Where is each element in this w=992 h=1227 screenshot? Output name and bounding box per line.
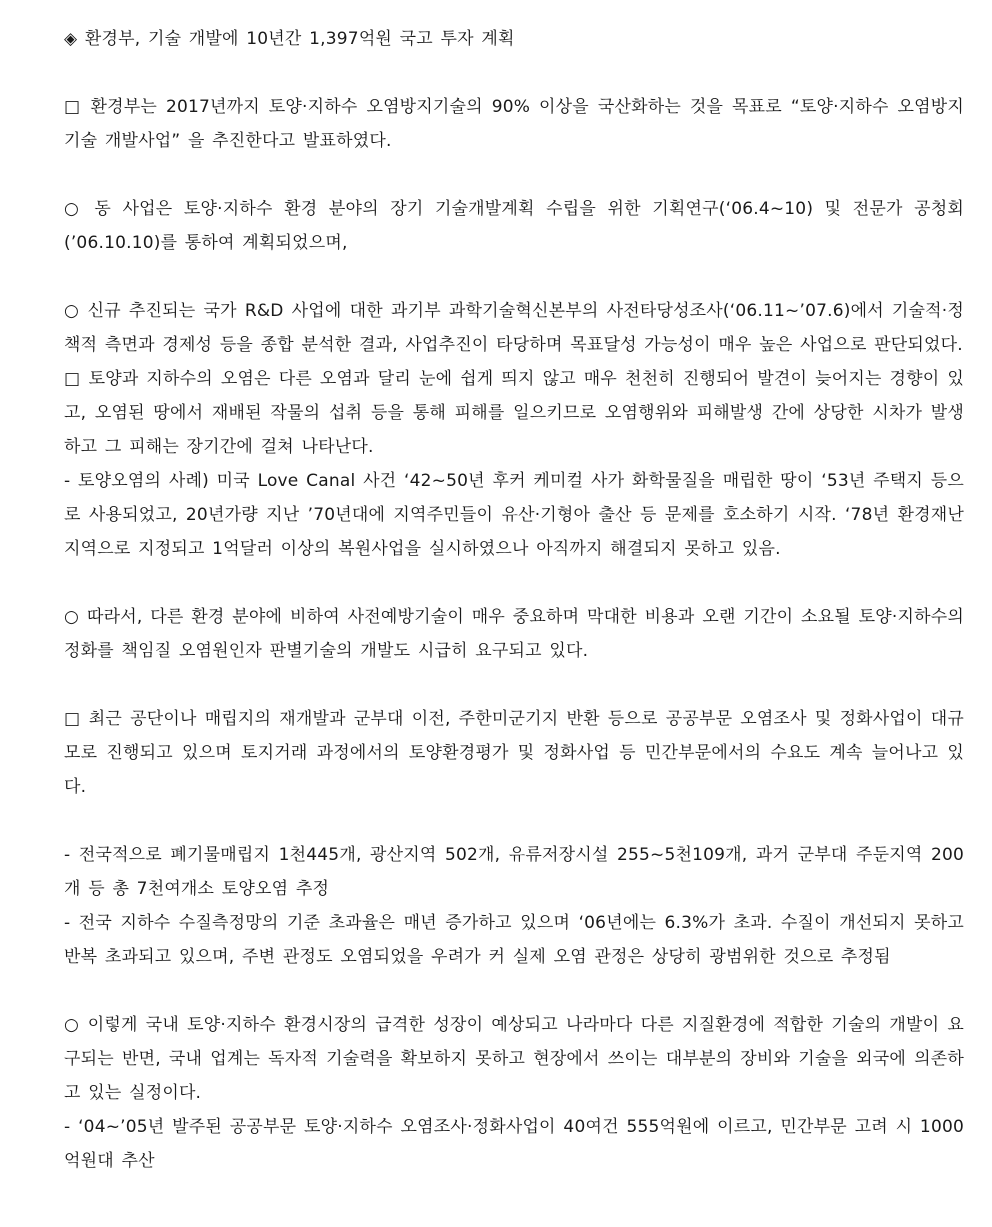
paragraph-prevention: ○ 따라서, 다른 환경 분야에 비하여 사전예방기술이 매우 중요하며 막대한 비용과 오랜 기간이 소요될 토양·지하수의 정화를 책임질 오염원인자 판별기술의 개발도 시급히 요구되고 있다. <box>64 607 964 661</box>
paragraph-contaminated-sites: - 전국적으로 폐기물매립지 1천445개, 광산지역 502개, 유류저장시설 255~5천109개, 과거 군부대 주둔지역 200개 등 총 7천여개소 토양오염 추정 <box>64 845 964 899</box>
document-title: ◈ 환경부, 기술 개발에 10년간 1,397억원 국고 투자 계획 <box>64 29 515 49</box>
spacer <box>64 804 964 838</box>
spacer <box>64 974 964 1008</box>
document-body <box>64 22 964 1178</box>
paragraph-pollution-nature: □ 토양과 지하수의 오염은 다른 오염과 달리 눈에 쉽게 띄지 않고 매우 천천히 진행되어 발견이 늦어지는 경향이 있고, 오염된 땅에서 재배된 작물의 섭취 등을 통해 피해를 일으키므로 오염행위와 피해발생 간에 상당한 시차가 발생하고 그 피해는 장기간에 걸쳐 나타난다. <box>64 369 964 457</box>
paragraph-demand: □ 최근 공단이나 매립지의 재개발과 군부대 이전, 주한미군기지 반환 등으로 공공부문 오염조사 및 정화사업이 대규모로 진행되고 있으며 토지거래 과정에서의 토양환경평가 및 정화사업 등 민간부문에서의 수요도 계속 늘어나고 있다. <box>64 709 964 797</box>
spacer <box>64 158 964 192</box>
paragraph-market-size: - ‘04~’05년 발주된 공공부문 토양·지하수 오염조사·정화사업이 40여건 555억원에 이르고, 민간부문 고려 시 1000억원대 추산 <box>64 1117 964 1171</box>
spacer <box>64 566 964 600</box>
paragraph-planning: ○ 동 사업은 토양·지하수 환경 분야의 장기 기술개발계획 수립을 위한 기획연구(‘06.4~10) 및 전문가 공청회(’06.10.10)를 통하여 계획되었으며, <box>64 199 964 253</box>
spacer <box>64 56 964 90</box>
paragraph-feasibility: ○ 신규 추진되는 국가 R&D 사업에 대한 과기부 과학기술혁신본부의 사전타당성조사(‘06.11~’07.6)에서 기술적·정책적 측면과 경제성 등을 종합 분석한 결과, 사업추진이 타당하며 목표달성 가능성이 매우 높은 사업으로 판단되었다. <box>64 301 964 355</box>
spacer <box>64 668 964 702</box>
spacer <box>64 260 964 294</box>
paragraph-market: ○ 이렇게 국내 토양·지하수 환경시장의 급격한 성장이 예상되고 나라마다 다른 지질환경에 적합한 기술의 개발이 요구되는 반면, 국내 업계는 독자적 기술력을 확보하지 못하고 현장에서 쓰이는 대부분의 장비와 기술을 외국에 의존하고 있는 실정이다. <box>64 1015 964 1103</box>
paragraph-announcement: □ 환경부는 2017년까지 토양·지하수 오염방지기술의 90% 이상을 국산화하는 것을 목표로 “토양·지하수 오염방지기술 개발사업” 을 추진한다고 발표하였다. <box>64 97 964 151</box>
paragraph-love-canal: - 토양오염의 사례) 미국 Love Canal 사건 ‘42~50년 후커 케미컬 사가 화학물질을 매립한 땅이 ‘53년 주택지 등으로 사용되었고, 20년가량 지난 ’70년대에 지역주민들이 유산·기형아 출산 등 문제를 호소하기 시작. ‘78년 환경재난지역으로 지정되고 1억달러 이상의 복원사업을 실시하였으나 아직까지 해결되지 못하고 있음. <box>64 471 964 559</box>
paragraph-groundwater: - 전국 지하수 수질측정망의 기준 초과율은 매년 증가하고 있으며 ‘06년에는 6.3%가 초과. 수질이 개선되지 못하고 반복 초과되고 있으며, 주변 관정도 오염되었을 우려가 커 실제 오염 관정은 상당히 광범위한 것으로 추정됨 <box>64 913 964 967</box>
